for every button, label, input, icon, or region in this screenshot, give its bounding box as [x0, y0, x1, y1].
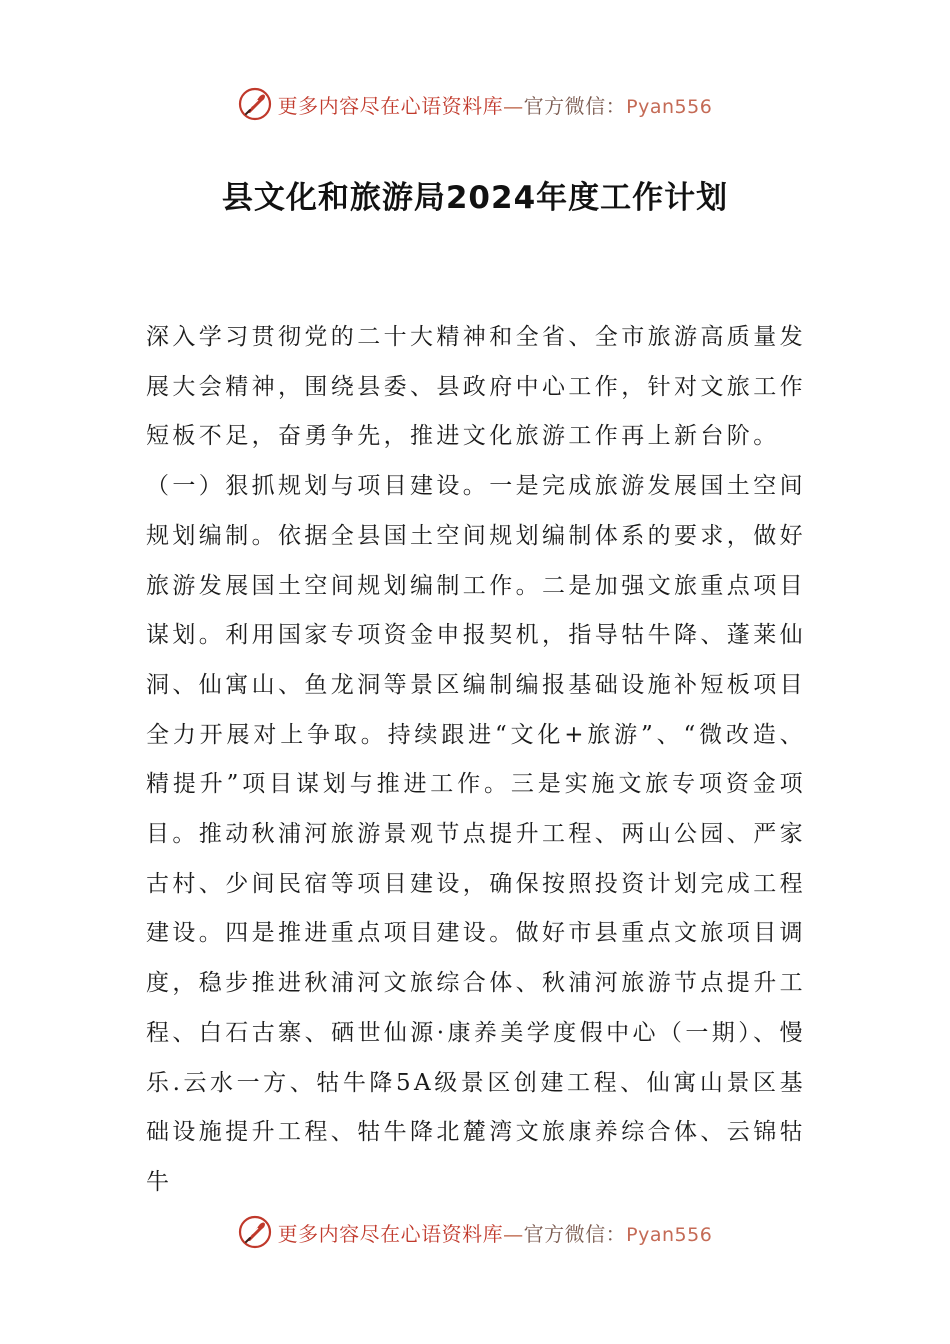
- watermark-wechat-id: Pyan556: [626, 1223, 713, 1246]
- watermark-header: [0, 84, 950, 124]
- watermark-dash: —: [503, 1221, 524, 1246]
- watermark-footer: [0, 1212, 950, 1252]
- watermark-text: [278, 1218, 713, 1247]
- quill-pen-logo-icon: [238, 87, 272, 121]
- document-body: [146, 313, 806, 1208]
- watermark-dash: —: [503, 93, 524, 118]
- watermark-label: 官方微信：: [523, 93, 627, 118]
- watermark-slogan: 更多内容尽在心语资料库: [277, 93, 504, 118]
- document-title: 县文化和旅游局2024年度工作计划: [221, 180, 729, 216]
- watermark-text: [278, 90, 713, 119]
- paragraph-section-1: （一）狠抓规划与项目建设。一是完成旅游发展国土空间规划编制。依据全县国土空间规划编制体系的要求，做好旅游发展国土空间规划编制工作。二是加强文旅重点项目谋划。利用国家专项资金申报契机，指导牯牛降、蓬莱仙洞、仙寓山、鱼龙洞等景区编制编报基础设施补短板项目全力开展对上争取。持续跟进“文化+旅游”、“微改造、精提升”项目谋划与推进工作。三是实施文旅专项资金项目。推动秋浦河旅游景观节点提升工程、两山公园、严家古村、少间民宿等项目建设，确保按照投资计划完成工程建设。四是推进重点项目建设。做好市县重点文旅项目调度，稳步推进秋浦河文旅综合体、秋浦河旅游节点提升工程、白石古寨、硒世仙源·康养美学度假中心（一期）、慢乐.云水一方、牯牛降5A级景区创建工程、仙寓山景区基础设施提升工程、牯牛降北麓湾文旅康养综合体、云锦牯牛: [146, 473, 806, 1195]
- quill-pen-logo-icon: [238, 1215, 272, 1249]
- watermark-wechat-id: Pyan556: [626, 95, 713, 118]
- paragraph-intro: 深入学习贯彻党的二十大精神和全省、全市旅游高质量发展大会精神，围绕县委、县政府中心工作，针对文旅工作短板不足，奋勇争先，推进文化旅游工作再上新台阶。: [146, 324, 806, 450]
- watermark-slogan: 更多内容尽在心语资料库: [277, 1221, 504, 1246]
- watermark-label: 官方微信：: [523, 1221, 627, 1246]
